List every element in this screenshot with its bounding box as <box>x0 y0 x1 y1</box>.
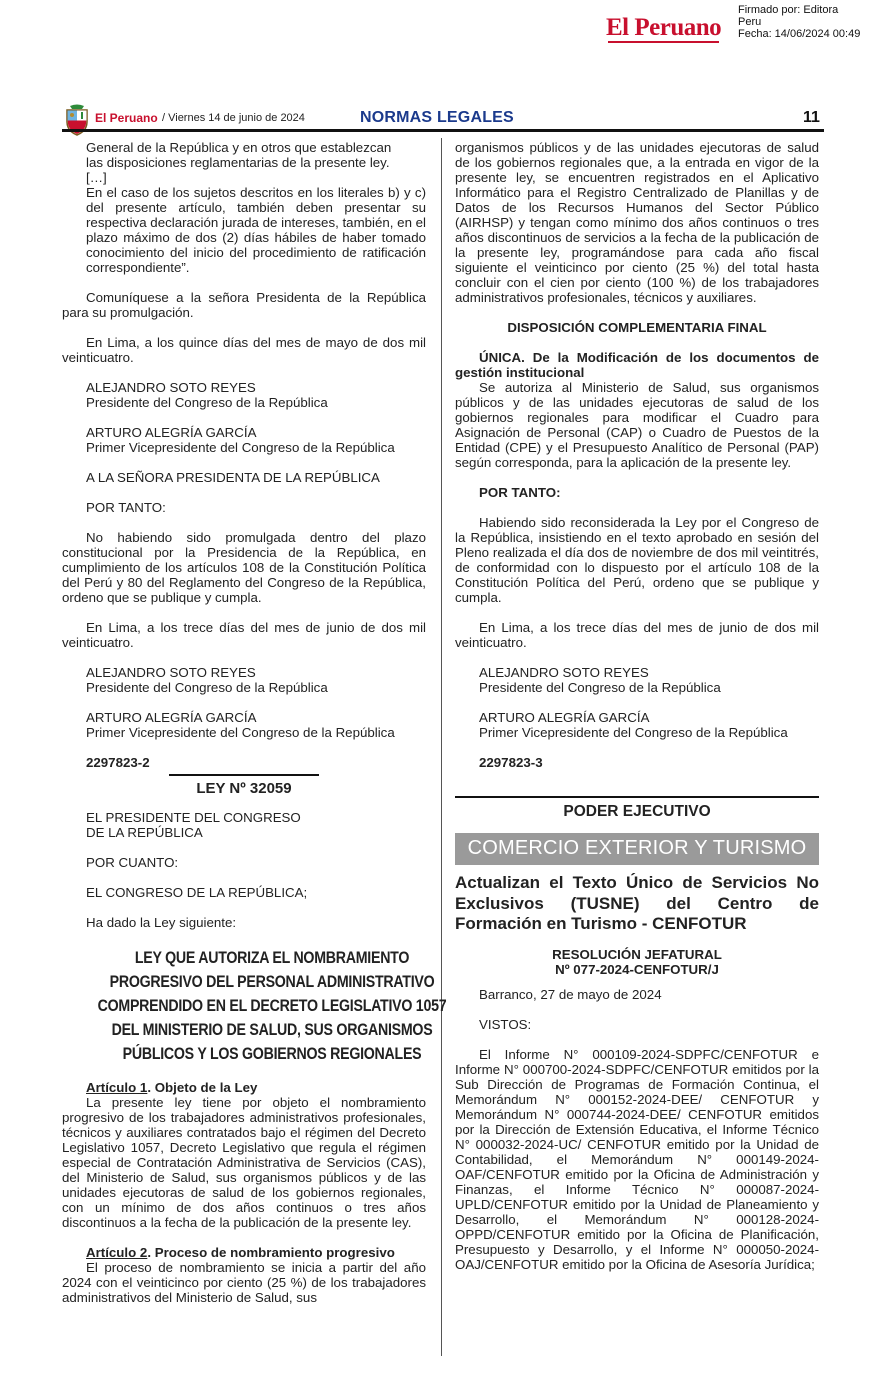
right-column <box>455 140 819 1272</box>
column-divider <box>441 138 442 1356</box>
signatory-role-4: Primer Vicepresidente del Congreso de la República <box>86 725 395 740</box>
por-tanto-label-right: POR TANTO: <box>479 485 561 500</box>
article-1-title: . Objeto de la Ley <box>147 1079 258 1095</box>
header-brand: El Peruano <box>95 111 158 125</box>
no-habiendo-paragraph: No habiendo sido promulgada dentro del plazo constitucional por la Presidencia de la República, en cumplimiento de los artículos 108 de la Constitución Política del Perú y 80 del Reglamento del Congreso de la República, ordeno que se publique y cumpla. <box>62 530 426 605</box>
left-column <box>62 140 447 1305</box>
unica-title: ÚNICA. De la Modificación de los documentos de gestión institucional <box>455 350 819 380</box>
signatory-name-3: ALEJANDRO SOTO REYES <box>86 665 256 680</box>
congreso-label: EL CONGRESO DE LA REPÚBLICA; <box>86 884 308 900</box>
por-cuanto-label: POR CUANTO: <box>86 854 179 870</box>
signatory-name-right-2: ARTURO ALEGRÍA GARCÍA <box>479 710 650 725</box>
signatory-role-2: Primer Vicepresidente del Congreso de la República <box>86 440 395 455</box>
signatory-name-2: ARTURO ALEGRÍA GARCÍA <box>86 425 257 440</box>
lima-date-1: En Lima, a los quince días del mes de mayo de dos mil veinticuatro. <box>62 335 426 365</box>
vistos-label: VISTOS: <box>479 1016 532 1032</box>
por-tanto-label: POR TANTO: <box>86 500 166 515</box>
quote-line-2: las disposiciones reglamentarias de la presente ley. <box>86 155 390 170</box>
signatory-role-1: Presidente del Congreso de la República <box>86 395 328 410</box>
article-2-title: . Proceso de nombramiento progresivo <box>147 1244 395 1260</box>
digital-signature-info <box>738 4 860 40</box>
article-2-continuation: organismos públicos y de las unidades ejecutoras de salud de los gobiernos regionales que, a la entrada en vigor de la presente ley, se encuentren registrados en el Aplicativo Informático para el Registro Centralizado de Planillas y de Datos de los Recursos Humanos del Sector Público (AIRHSP) y tengan como mínimo dos años continuos o tres años discontinuos de servicios a la fecha de la publicación de la presente ley, programándose para cada año fiscal siguiente el veinticinco por ciento (25 %) del total hasta concluir con el cien por ciento (100 %) de los trabajadores administrativos profesionales, técnicos y auxiliares. <box>455 140 819 305</box>
sector-banner: COMERCIO EXTERIOR Y TURISMO <box>455 833 819 865</box>
header-date: / Viernes 14 de junio de 2024 <box>162 112 305 124</box>
signature-line-2: Peru <box>738 16 762 28</box>
quote-paragraph: En el caso de los sujetos descritos en los literales b) y c) del presente artículo, también deben presentar su respectiva declaración jurada de intereses, también, en el plazo máximo de dos (2) días hábiles de haber tomado conocimiento del inicio del procedimiento de ratificación correspondiente”. <box>86 185 427 275</box>
el-peruano-signature-logo: El Peruano <box>606 14 722 41</box>
presidente-line-2: DE LA REPÚBLICA <box>86 824 203 840</box>
resolution-type: RESOLUCIÓN JEFATURAL <box>552 946 722 962</box>
ha-dado-label: Ha dado la Ley siguiente: <box>86 914 237 930</box>
signatory-role-right-2: Primer Vicepresidente del Congreso de la República <box>479 725 788 740</box>
comuniquese-text: Comuníquese a la señora Presidenta de la República para su promulgación. <box>62 290 426 320</box>
signatory-name-4: ARTURO ALEGRÍA GARCÍA <box>86 710 257 725</box>
resolution-number: Nº 077-2024-CENFOTUR/J <box>555 961 719 977</box>
article-2-text: El proceso de nombramiento se inicia a partir del año 2024 con el veinticinco por ciento (25 %) de los trabajadores administrativos del Ministerio de Salud, sus <box>62 1259 426 1305</box>
barranco-date: Barranco, 27 de mayo de 2024 <box>479 986 662 1002</box>
signatory-name-1: ALEJANDRO SOTO REYES <box>86 380 256 395</box>
informe-paragraph: El Informe N° 000109-2024-SDPFC/CENFOTUR e Informe N° 000700-2024-SDPFC/CENFOTUR emitidos por la Sub Dirección de Programas de Formación Continua, el Memorándum N° 000152-2024-DEE/ CENFOTUR y Memorándum N° 000744-2024-DEE/ CENFOTUR emitidos por la Dirección de Extensión Educativa, el Informe Técnico N° 000032-2024-UC/ CENFOTUR emitido por la Unidad de Contabilidad, el Memorándum N° 000149-2024-OAF/CENFOTUR emitido por la Oficina de Administración y Finanzas, el Informe Técnico N° 000087-2024-UPLD/CENFOTUR emitido por la Unidad de Planeamiento y Desarrollo, el Memorándum N° 000128-2024-OPPD/CENFOTUR emitido por la Oficina de Planificación, Presupuesto y Desarrollo, y el Informe N° 000050-2024-OAJ/CENFOTUR emitido por la Oficina de Asesoría Jurídica; <box>455 1046 819 1272</box>
page-number: 11 <box>803 109 820 126</box>
lima-date-2: En Lima, a los trece días del mes de junio de dos mil veinticuatro. <box>62 620 426 650</box>
article-2-label: Artículo 2 <box>86 1244 148 1260</box>
signature-line-3: Fecha: 14/06/2024 00:49 <box>738 28 861 40</box>
disposicion-heading: DISPOSICIÓN COMPLEMENTARIA FINAL <box>507 320 767 335</box>
lima-date-right: En Lima, a los trece días del mes de junio de dos mil veinticuatro. <box>455 620 819 650</box>
unica-text: Se autoriza al Ministerio de Salud, sus organismos públicos y de las unidades ejecutoras de salud de los gobiernos regionales para modificar el Cuadro para Asignación de Personal (CAP) o Cuadro de Puestos de la Entidad (CPE) y el Presupuesto Analítico de Personal (PAP) según corresponda, para la aplicación de la presente ley. <box>455 380 819 470</box>
addressee: A LA SEÑORA PRESIDENTA DE LA REPÚBLICA <box>86 470 380 485</box>
poder-ejecutivo-heading: PODER EJECUTIVO <box>563 803 711 820</box>
signatory-role-3: Presidente del Congreso de la República <box>86 680 328 695</box>
article-1-text: La presente ley tiene por objeto el nombramiento progresivo de los trabajadores administrativos profesionales, técnicos y auxiliares contratados bajo el régimen del Decreto Legislativo 1057, Decreto Legislativo que regula el régimen especial de Contratación Administrativa de Servicios (CAS), del Ministerio de Salud, sus organismos públicos y de las unidades ejecutoras de salud de los gobiernos regionales, con un mínimo de dos años continuos o tres años discontinuos a la fecha de la publicación de la presente ley. <box>62 1094 426 1230</box>
habiendo-paragraph: Habiendo sido reconsiderada la Ley por el Congreso de la República, insistiendo en el texto aprobado en sesión del Pleno realizada el día dos de noviembre de dos mil veintitrés, de conformidad con lo dispuesto por el artículo 108 de la Constitución Política del Perú, ordeno que se publique y cumpla. <box>455 515 819 605</box>
article-1-label: Artículo 1 <box>86 1079 148 1095</box>
quote-line-1: General de la República y en otros que establezcan <box>86 140 392 155</box>
resolution-headline: Actualizan el Texto Único de Servicios No Exclusivos (TUSNE) del Centro de Formación en Turismo - CENFOTUR <box>455 873 819 933</box>
signatory-role-right-1: Presidente del Congreso de la República <box>479 680 721 695</box>
header-section-title: NORMAS LEGALES <box>360 109 514 126</box>
signature-line-1: Firmado por: Editora <box>738 4 839 16</box>
ellipsis: […] <box>86 170 107 185</box>
publication-code-2: 2297823-3 <box>479 755 543 770</box>
ley-title: LEY QUE AUTORIZA EL NOMBRAMIENTO PROGRESIVO DEL PERSONAL ADMINISTRATIVO COMPRENDIDO EN EL DECRETO LEGISLATIVO 1057 DEL MINISTERIO DE SALUD, SUS ORGANISMOS PÚBLICOS Y LOS GOBIERNOS REGIONALES <box>97 948 447 1063</box>
signatory-name-right-1: ALEJANDRO SOTO REYES <box>479 665 649 680</box>
publication-code-1: 2297823-2 <box>86 755 150 770</box>
presidente-line-1: EL PRESIDENTE DEL CONGRESO <box>86 809 301 825</box>
ley-number: LEY Nº 32059 <box>196 779 292 797</box>
header-divider <box>62 129 824 132</box>
